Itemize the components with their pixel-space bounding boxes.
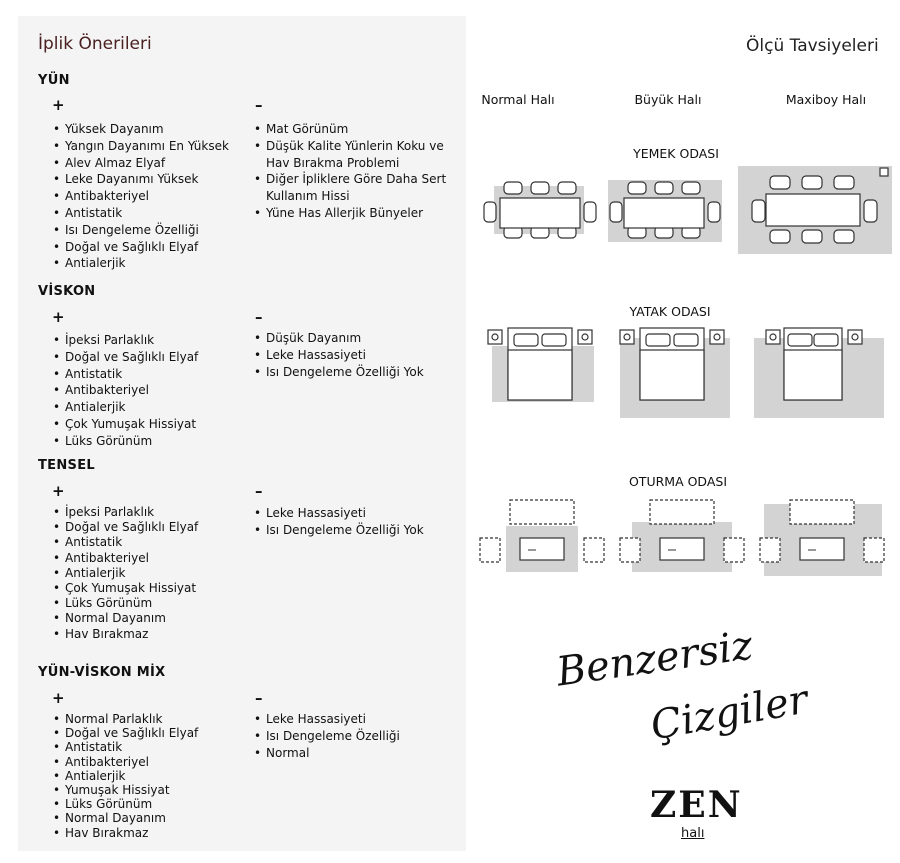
cons-list-mix [254, 711, 454, 761]
list-item: • Diğer İpliklere Göre Daha Sert Kullanım Hissi [254, 171, 454, 205]
plus-sign: + [52, 96, 65, 114]
list-item: • Lüks Görünüm [53, 596, 248, 611]
list-item: • Leke Hassasiyeti [254, 505, 454, 522]
plus-sign: + [52, 308, 65, 326]
pros-list-viskon [53, 332, 248, 450]
list-item: • Lüks Görünüm [53, 797, 248, 811]
living-large-diagram [616, 496, 746, 576]
list-item: • Antistatik [53, 740, 248, 754]
list-item: • Çok Yumuşak Hissiyat [53, 416, 248, 433]
brand-logo-subtitle: halı [681, 826, 705, 841]
column-header-large: Büyük Halı [634, 92, 702, 107]
cons-list-viskon [254, 330, 454, 380]
list-item: • Leke Dayanımı Yüksek [53, 171, 248, 188]
list-item: • Alev Almaz Elyaf [53, 155, 248, 172]
cons-list-tensel [254, 505, 454, 539]
list-item: • Antialerjik [53, 399, 248, 416]
list-item: • Normal [254, 745, 454, 762]
column-header-maxi: Maxiboy Halı [785, 92, 867, 107]
dining-normal-diagram [476, 170, 604, 248]
panel-title-sizes: Ölçü Tavsiyeleri [746, 36, 879, 56]
column-header-normal: Normal Halı [481, 92, 555, 107]
list-item: • Isı Dengeleme Özelliği [53, 222, 248, 239]
living-maxi-diagram [756, 496, 888, 578]
list-item: • İpeksi Parlaklık [53, 505, 248, 520]
list-item: • Yüne Has Allerjik Bünyeler [254, 205, 454, 222]
list-item: • Hav Bırakmaz [53, 627, 248, 642]
list-item: • Leke Hassasiyeti [254, 347, 454, 364]
list-item: • Antialerjik [53, 769, 248, 783]
list-item: • Doğal ve Sağlıklı Elyaf [53, 239, 248, 256]
plus-sign: + [52, 689, 65, 707]
brand-logo: ZEN [650, 784, 743, 826]
list-item: • Mat Görünüm [254, 121, 454, 138]
list-item: • Antialerjik [53, 566, 248, 581]
list-item: • Normal Dayanım [53, 611, 248, 626]
section-heading-viskon: VİSKON [38, 284, 96, 299]
list-item: • Doğal ve Sağlıklı Elyaf [53, 520, 248, 535]
panel-title-yarn: İplik Önerileri [38, 34, 152, 54]
list-item: • Leke Hassasiyeti [254, 711, 454, 728]
list-item: • İpeksi Parlaklık [53, 332, 248, 349]
bedroom-normal-diagram [484, 324, 604, 406]
room-title-bedroom: YATAK ODASI [629, 304, 711, 319]
minus-sign: – [255, 308, 263, 326]
list-item: • Çok Yumuşak Hissiyat [53, 581, 248, 596]
bedroom-maxi-diagram [752, 324, 886, 420]
dining-maxi-diagram [736, 164, 896, 256]
pros-list-yun [53, 121, 248, 272]
signature-line-2: Çizgiler [647, 676, 812, 750]
list-item: • Antialerjik [53, 255, 248, 272]
cons-list-yun [254, 121, 454, 222]
dining-large-diagram [604, 170, 732, 248]
list-item: • Hav Bırakmaz [53, 826, 248, 840]
list-item: • Lüks Görünüm [53, 433, 248, 450]
list-item: • Doğal ve Sağlıklı Elyaf [53, 726, 248, 740]
list-item: • Normal Parlaklık [53, 712, 248, 726]
minus-sign: – [255, 689, 263, 707]
list-item: • Antistatik [53, 366, 248, 383]
list-item: • Normal Dayanım [53, 811, 248, 825]
list-item: • Antistatik [53, 535, 248, 550]
list-item: • Antibakteriyel [53, 551, 248, 566]
list-item: • Isı Dengeleme Özelliği [254, 728, 454, 745]
room-title-dining: YEMEK ODASI [633, 146, 719, 161]
list-item: • Doğal ve Sağlıklı Elyaf [53, 349, 248, 366]
signature-line-1: Benzersiz [553, 622, 756, 696]
bedroom-large-diagram [616, 324, 736, 420]
pros-list-tensel [53, 505, 248, 642]
section-heading-tensel: TENSEL [38, 458, 95, 473]
list-item: • Antistatik [53, 205, 248, 222]
list-item: • Antibakteriyel [53, 382, 248, 399]
list-item: • Antibakteriyel [53, 755, 248, 769]
section-heading-yun-viskon-mix: YÜN-VİSKON MİX [38, 665, 166, 680]
room-title-living: OTURMA ODASI [628, 474, 728, 489]
list-item: • Antibakteriyel [53, 188, 248, 205]
minus-sign: – [255, 96, 263, 114]
list-item: • Düşük Kalite Yünlerin Koku ve Hav Bırakma Problemi [254, 138, 454, 172]
list-item: • Isı Dengeleme Özelliği Yok [254, 364, 454, 381]
list-item: • Yangın Dayanımı En Yüksek [53, 138, 248, 155]
minus-sign: – [255, 482, 263, 500]
list-item: • Düşük Dayanım [254, 330, 454, 347]
pros-list-mix [53, 712, 248, 840]
section-heading-yun: YÜN [38, 73, 70, 88]
list-item: • Yüksek Dayanım [53, 121, 248, 138]
list-item: • Isı Dengeleme Özelliği Yok [254, 522, 454, 539]
living-normal-diagram [476, 496, 606, 576]
list-item: • Yumuşak Hissiyat [53, 783, 248, 797]
plus-sign: + [52, 482, 65, 500]
